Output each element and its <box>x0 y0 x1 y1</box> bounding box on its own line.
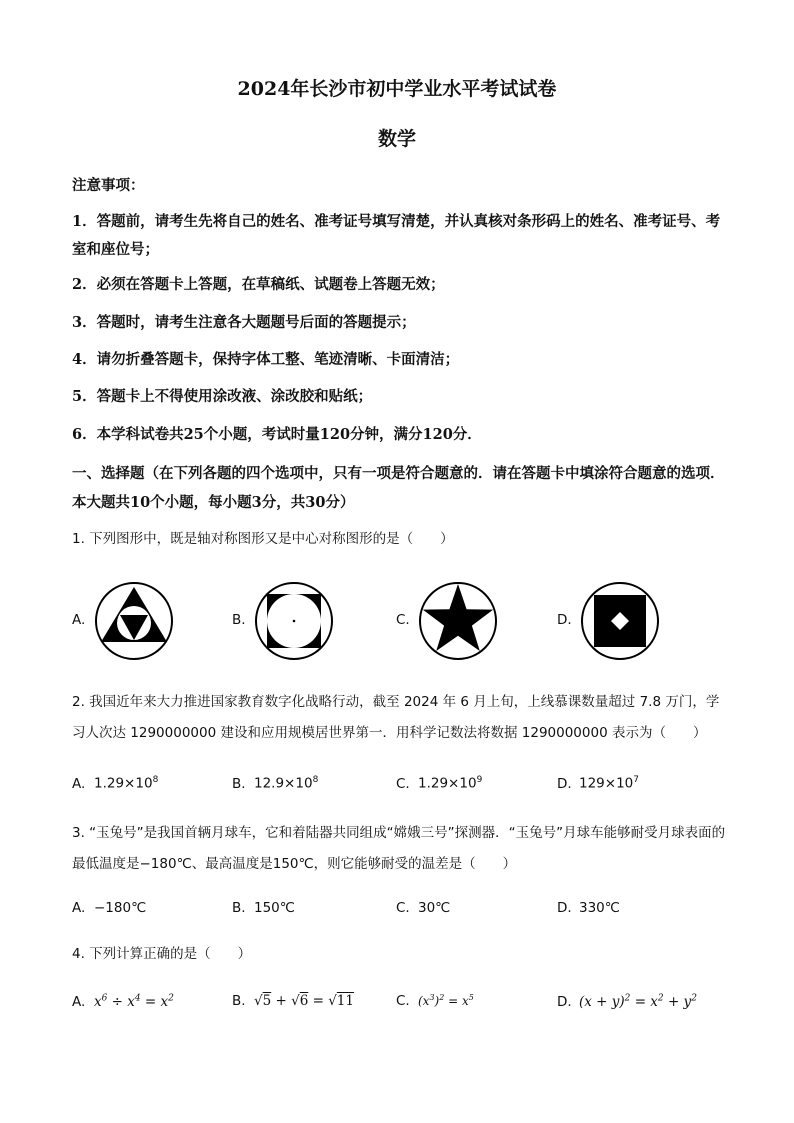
option-label: C. <box>396 775 410 792</box>
option-value: 30℃ <box>418 900 451 916</box>
option-value: −180℃ <box>94 900 147 916</box>
option-exponent: 9 <box>476 775 483 785</box>
option <box>557 900 620 916</box>
option-label: A. <box>72 775 86 792</box>
option <box>396 993 474 1009</box>
option-label: B. <box>232 612 246 628</box>
option-exponent: 8 <box>312 775 319 785</box>
circle-square-circle-icon <box>254 581 334 661</box>
option-exponent: 7 <box>633 775 639 785</box>
option-label: D. <box>557 900 572 916</box>
subject-title: 数学 <box>377 128 416 150</box>
option-label: C. <box>396 993 410 1009</box>
question-stem: 3. “玉兔号”是我国首辆月球车，它和着陆器共同组成“嫦娥三号”探测器．“玉兔号”月球车能够耐受月球表面的最低温度是−180℃、最高温度是150℃，则它能够耐受的温差是（ ） <box>72 825 726 872</box>
notice-item: 6．本学科试卷共25个小题，考试时量120分钟，满分120分． <box>72 426 482 443</box>
option-label: A. <box>72 993 86 1010</box>
circle-square-diamond-icon <box>580 581 660 661</box>
option-value: 129×10 <box>579 775 634 792</box>
option-exponent: 8 <box>152 775 159 785</box>
option <box>72 900 146 916</box>
option-label: B. <box>232 900 246 916</box>
notice-item: 5．答题卡上不得使用涂改液、涂改胶和贴纸； <box>72 388 373 405</box>
section-heading: 一、选择题（在下列各题的四个选项中，只有一项是符合题意的．请在答题卡中填涂符合题意的选项．本大题共10个小题，每小题3分，共30分） <box>72 465 725 511</box>
option-formula: $(x^3)^2 = x^5$ <box>418 993 474 1008</box>
notice-item: 1．答题前，请考生先将自己的姓名、准考证号填写清楚，并认真核对条形码上的姓名、准考证号、考室和座位号； <box>72 213 721 258</box>
option <box>557 993 697 1010</box>
option-label: C. <box>396 612 410 628</box>
option-label: D. <box>557 775 572 792</box>
option-label: A. <box>72 900 86 916</box>
notice-item: 2．必须在答题卡上答题，在草稿纸、试题卷上答题无效； <box>72 276 445 293</box>
circle-triangle-icon <box>94 581 174 661</box>
option-value: 1.29×10 <box>94 775 153 792</box>
notice-item: 3．答题时，请考生注意各大题题号后面的答题提示； <box>72 314 416 331</box>
option-label: B. <box>232 775 246 792</box>
option-label: D. <box>557 993 572 1010</box>
option <box>232 993 354 1009</box>
option <box>557 775 639 792</box>
option <box>232 775 318 792</box>
question-stem: 2. 我国近年来大力推进国家教育数字化战略行动，截至 2024 年 6 月上旬，上线慕课数量超过 7.8 万门，学习人次达 1290000000 建设和应用规模居世界第一．用科学记数法将数据 1290000000 表示为（ ） <box>72 694 720 741</box>
option-value: 12.9×10 <box>254 775 313 792</box>
option-label: B. <box>232 993 246 1009</box>
option-label: A. <box>72 612 86 628</box>
option-formula: $(x + y)^2 = x^2 + y^2$ <box>579 993 697 1010</box>
option-value: 150℃ <box>254 900 295 916</box>
notice-item: 4．请勿折叠答题卡，保持字体工整、笔迹清晰、卡面清洁； <box>72 351 460 368</box>
option <box>396 775 482 792</box>
option <box>72 775 158 792</box>
option-value: 1.29×10 <box>418 775 477 792</box>
question-stem: 4. 下列计算正确的是（ ） <box>72 946 252 962</box>
notice-heading: 注意事项： <box>72 177 145 194</box>
option <box>232 900 295 916</box>
option-value: 330℃ <box>579 900 620 916</box>
option <box>396 900 450 916</box>
option <box>72 993 174 1010</box>
circle-star-icon <box>418 581 498 661</box>
question-stem: 1. 下列图形中，既是轴对称图形又是中心对称图形的是（ ） <box>72 531 454 547</box>
option-label: C. <box>396 900 410 916</box>
option-formula: $x^6 \div x^4 = x^2$ <box>94 993 174 1010</box>
exam-title: 2024年长沙市初中学业水平考试试卷 <box>237 78 557 100</box>
option-label: D. <box>557 612 572 628</box>
option-formula: √5 + √6 = √11 <box>254 993 354 1009</box>
